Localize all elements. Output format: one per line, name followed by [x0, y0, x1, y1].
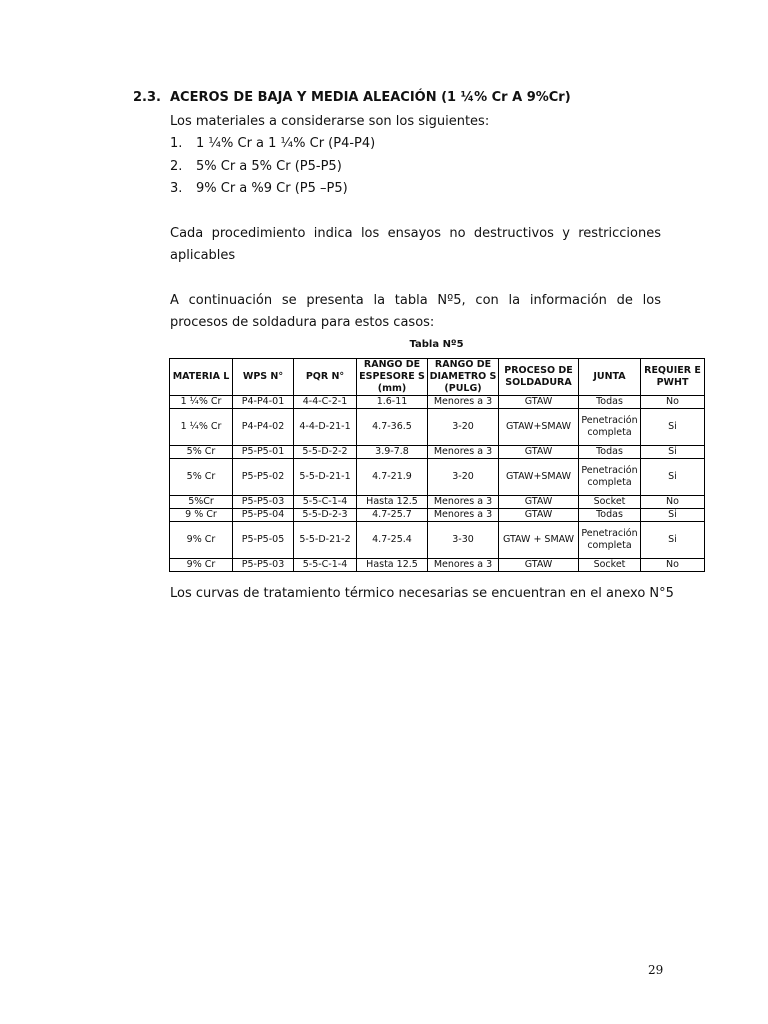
table-cell: Todas	[579, 396, 641, 409]
table-cell: Si	[641, 446, 705, 459]
table-cell: GTAW	[499, 509, 579, 522]
table-cell: GTAW	[499, 559, 579, 572]
table-cell: Todas	[579, 509, 641, 522]
table-cell: 4.7-36.5	[357, 409, 428, 446]
table-row	[170, 396, 705, 409]
table-row	[170, 446, 705, 459]
table-cell: Socket	[579, 496, 641, 509]
table-cell: 3-20	[428, 409, 499, 446]
list-item	[170, 159, 342, 174]
table-cell: Menores a 3	[428, 496, 499, 509]
table-cell: 9 % Cr	[170, 509, 233, 522]
table-cell: GTAW + SMAW	[499, 522, 579, 559]
table-cell: 3-30	[428, 522, 499, 559]
paragraph: A continuación se presenta la tabla Nº5, con la información de los procesos de soldadura para estos casos:	[170, 293, 661, 330]
table-cell: Menores a 3	[428, 559, 499, 572]
column-header: MATERIA L	[170, 359, 233, 396]
table-cell: P5-P5-04	[233, 509, 294, 522]
table-cell: No	[641, 496, 705, 509]
table-cell: 4.7-21.9	[357, 459, 428, 496]
table-cell: 9% Cr	[170, 522, 233, 559]
table-cell: 3-20	[428, 459, 499, 496]
table-row	[170, 559, 705, 572]
table-cell: Penetración completa	[579, 409, 641, 446]
intro-text: Los materiales a considerarse son los siguientes:	[170, 114, 490, 129]
column-header: REQUIER E PWHT	[641, 359, 705, 396]
table-row	[170, 522, 705, 559]
table-cell: 5-5-D-21-1	[294, 459, 357, 496]
table-cell: 5-5-C-1-4	[294, 496, 357, 509]
table-cell: 9% Cr	[170, 559, 233, 572]
list-text: 5% Cr a 5% Cr (P5-P5)	[196, 159, 342, 174]
table-row	[170, 459, 705, 496]
list-item	[170, 181, 348, 196]
table-cell: Penetración completa	[579, 459, 641, 496]
table-cell: Todas	[579, 446, 641, 459]
welding-table	[169, 358, 705, 572]
table-cell: No	[641, 396, 705, 409]
list-text: 1 ¼% Cr a 1 ¼% Cr (P4-P4)	[196, 136, 376, 151]
column-header: WPS N°	[233, 359, 294, 396]
table-row	[170, 496, 705, 509]
table-cell: 1 ¼% Cr	[170, 396, 233, 409]
list-number: 3.	[170, 181, 183, 196]
table-cell: P4-P4-01	[233, 396, 294, 409]
list-item	[170, 136, 375, 151]
table-cell: GTAW+SMAW	[499, 459, 579, 496]
table-cell: 1 ¼% Cr	[170, 409, 233, 446]
table-row	[170, 409, 705, 446]
paragraph: Cada procedimiento indica los ensayos no destructivos y restricciones aplicables	[170, 226, 661, 263]
table-cell: Menores a 3	[428, 509, 499, 522]
table-cell: Si	[641, 409, 705, 446]
page-number: 29	[648, 963, 664, 977]
table-cell: Hasta 12.5	[357, 559, 428, 572]
table-cell: GTAW	[499, 496, 579, 509]
table-cell: Hasta 12.5	[357, 496, 428, 509]
list-text: 9% Cr a %9 Cr (P5 –P5)	[196, 181, 348, 196]
table-cell: 5% Cr	[170, 459, 233, 496]
table-cell: 4-4-C-2-1	[294, 396, 357, 409]
table-cell: 3.9-7.8	[357, 446, 428, 459]
closing-text: Los curvas de tratamiento térmico necesarias se encuentran en el anexo N°5	[170, 586, 674, 601]
table-cell: Socket	[579, 559, 641, 572]
section-number: 2.3.	[133, 90, 161, 105]
table-cell: GTAW+SMAW	[499, 409, 579, 446]
table-cell: P4-P4-02	[233, 409, 294, 446]
column-header: RANGO DE ESPESORE S (mm)	[357, 359, 428, 396]
table-cell: 5% Cr	[170, 446, 233, 459]
table-cell: Si	[641, 509, 705, 522]
column-header: JUNTA	[579, 359, 641, 396]
table-cell: P5-P5-03	[233, 496, 294, 509]
table-cell: 4.7-25.4	[357, 522, 428, 559]
table-cell: GTAW	[499, 396, 579, 409]
table-cell: 4-4-D-21-1	[294, 409, 357, 446]
table-cell: Penetración completa	[579, 522, 641, 559]
table-cell: No	[641, 559, 705, 572]
table-cell: Menores a 3	[428, 396, 499, 409]
table-cell: 5%Cr	[170, 496, 233, 509]
table-cell: P5-P5-05	[233, 522, 294, 559]
table-cell: 4.7-25.7	[357, 509, 428, 522]
table-row	[170, 509, 705, 522]
section-heading	[133, 90, 571, 105]
table-cell: P5-P5-01	[233, 446, 294, 459]
table-header-row	[170, 359, 705, 396]
table-cell: 1.6-11	[357, 396, 428, 409]
table-cell: 5-5-D-21-2	[294, 522, 357, 559]
column-header: PQR N°	[294, 359, 357, 396]
column-header: RANGO DE DIAMETRO S (PULG)	[428, 359, 499, 396]
section-title: ACEROS DE BAJA Y MEDIA ALEACIÓN (1 ¼% Cr A 9%Cr)	[170, 90, 571, 105]
table-cell: Si	[641, 459, 705, 496]
table-caption: Tabla Nº5	[409, 339, 464, 350]
list-number: 2.	[170, 159, 183, 174]
table-cell: 5-5-C-1-4	[294, 559, 357, 572]
table-cell: Menores a 3	[428, 446, 499, 459]
list-number: 1.	[170, 136, 183, 151]
table-cell: 5-5-D-2-3	[294, 509, 357, 522]
table-cell: Si	[641, 522, 705, 559]
column-header: PROCESO DE SOLDADURA	[499, 359, 579, 396]
table-cell: P5-P5-02	[233, 459, 294, 496]
table-cell: P5-P5-03	[233, 559, 294, 572]
table-cell: GTAW	[499, 446, 579, 459]
table-cell: 5-5-D-2-2	[294, 446, 357, 459]
